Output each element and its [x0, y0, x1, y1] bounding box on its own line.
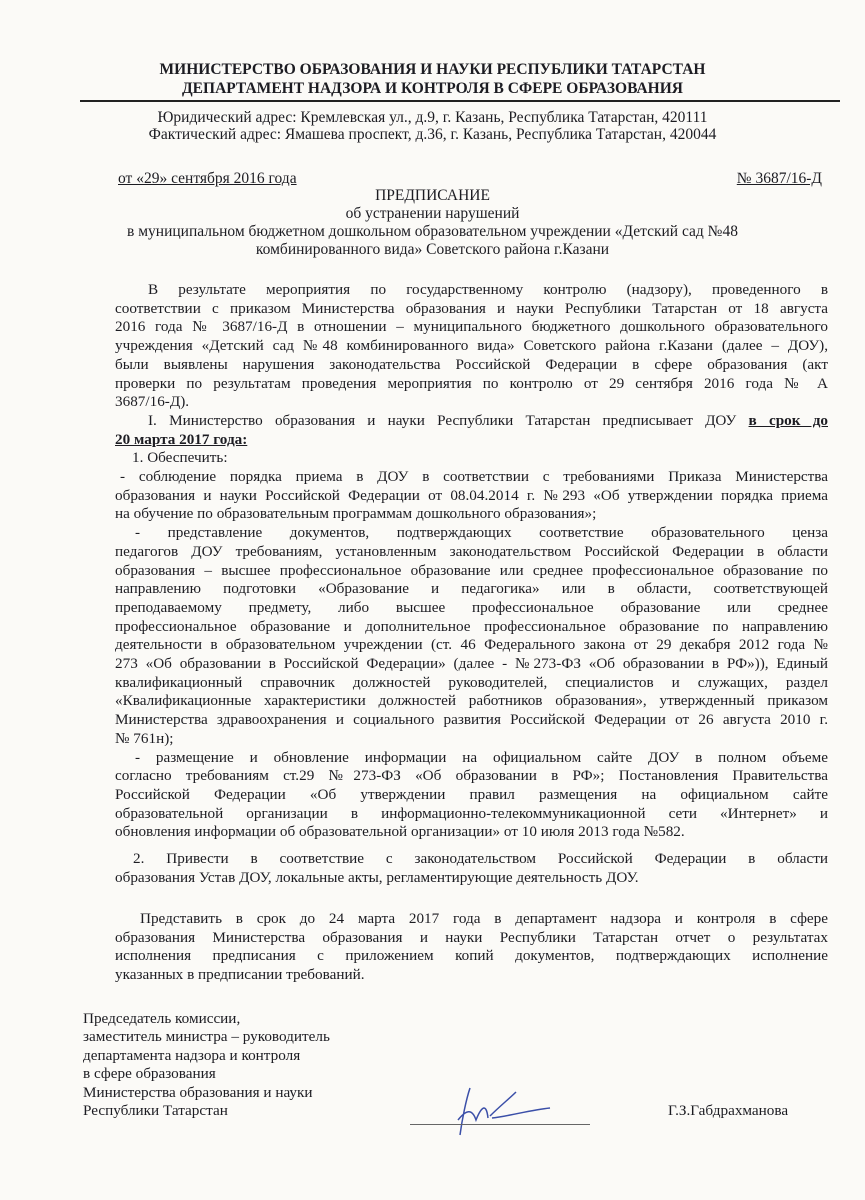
- prescription-paragraph: [115, 412, 828, 468]
- text-line: Министерства здравоохранения и социального развития Российской Федерации от 26 августа 2010 г.: [115, 711, 828, 729]
- ministry-name: МИНИСТЕРСТВО ОБРАЗОВАНИЯ И НАУКИ РЕСПУБЛИКИ ТАТАРСТАН: [159, 61, 706, 78]
- intro-paragraph: [115, 281, 828, 412]
- text-line: № 761н);: [115, 729, 174, 747]
- text-line: указанных в предписании требований.: [115, 966, 365, 984]
- text-line: Представить в срок до 24 марта 2017 года в департамент надзора и контроля в сфере: [140, 910, 828, 927]
- text-line: 273 «Об образовании в Российской Федерации» (далее - №273-ФЗ «Об образовании в РФ»)), Единый: [115, 655, 828, 673]
- text-line: «Квалификационные характеристики должностей работников образования», утвержденный приказом: [115, 692, 828, 710]
- text-line: обновления информации об образовательной организации» от 10 июля 2013 года №582.: [115, 823, 685, 841]
- header-divider: [80, 100, 840, 102]
- requirement-item: [115, 524, 828, 748]
- text-line: педагогов ДОУ требованиям, установленным законодательством Российской Федерации в области: [115, 542, 828, 560]
- text-line: исполнения предписания с приложением копий документов, подтверждающих исполнение: [115, 947, 828, 965]
- text-line: Российской Федерации «Об утверждении правил размещения на официальном сайте: [115, 785, 828, 803]
- prescription-text: I. Министерство образования и науки Республики Татарстан предписывает ДОУ: [148, 412, 737, 429]
- text-line: 2. Привести в соответствие с законодательством Российской Федерации в области: [133, 850, 828, 868]
- text-line: заместитель министра – руководитель: [83, 1028, 330, 1046]
- text-line: квалификационный справочник должностей руководителей, специалистов и служащих, раздел: [115, 673, 828, 691]
- text-line: профессиональное образование и дополнительное профессиональное образование по направлению: [115, 617, 828, 635]
- text-line: - представление документов, подтверждающих соответствие образовательного ценза: [135, 524, 828, 542]
- text-line: Республики Татарстан: [83, 1102, 228, 1120]
- subject-line-1: в муниципальном бюджетном дошкольном образовательном учреждении «Детский сад №48: [127, 223, 738, 240]
- deadline-part-1: в срок до: [748, 412, 828, 429]
- report-paragraph: [115, 910, 828, 985]
- text-line: департамента надзора и контроля: [83, 1046, 301, 1064]
- text-line: образования – высшее профессиональное образование или среднее профессиональное образование по: [115, 561, 828, 579]
- text-line: на обучение по образовательным программам дошкольного образования»;: [115, 505, 597, 523]
- text-line: направлению подготовки «Образование и педагогика» или в области, соответствующей: [115, 580, 828, 598]
- requirement-item: [115, 850, 828, 887]
- document-title: ПРЕДПИСАНИЕ: [375, 187, 490, 204]
- text-line: в сфере образования: [83, 1065, 216, 1083]
- deadline-part-2: 20 марта 2017 года:: [115, 430, 248, 448]
- text-line: Председатель комиссии,: [83, 1010, 241, 1027]
- text-line: деятельности в образовательном учреждении (ст. 46 Федерального закона от 29 декабря 2012 года №: [115, 636, 828, 654]
- text-line: образования и науки Российской Федерации от 08.04.2014 г. №293 «Об утверждении порядка приема: [115, 486, 828, 504]
- requirements-list: [115, 468, 828, 887]
- text-line: соответствии с приказом Министерства образования и науки Республики Татарстан от 18 августа: [115, 299, 828, 317]
- requirement-item: [115, 749, 828, 843]
- document-subtitle: об устранении нарушений: [345, 205, 520, 222]
- signature-line: [410, 1124, 590, 1125]
- requirement-item: [115, 468, 828, 524]
- document-number: № 3687/16-Д: [736, 170, 822, 187]
- text-line: 3687/16-Д).: [115, 393, 190, 411]
- text-line: Министерства образования и науки: [83, 1083, 313, 1101]
- text-line: 2016 года № 3687/16-Д в отношении – муниципального бюджетного дошкольного образовательного: [115, 318, 828, 336]
- text-line: преподаваемому предмету, либо высшее профессиональное образование или среднее: [115, 598, 828, 616]
- text-line: были выявлены нарушения законодательства Российской Федерации в сфере образования (акт: [115, 355, 828, 373]
- text-line: В результате мероприятия по государственному контролю (надзору), проведенного в: [148, 281, 828, 298]
- text-line: образовательной организации в информационно-телекоммуникационной сети «Интернет» и: [115, 804, 828, 822]
- text-line: - соблюдение порядка приема в ДОУ в соответствии с требованиями Приказа Министерства: [120, 468, 828, 485]
- handwritten-signature: [430, 1080, 570, 1140]
- legal-address: Юридический адрес: Кремлевская ул., д.9, г. Казань, Республика Татарстан, 420111: [157, 109, 708, 126]
- provide-heading: 1. Обеспечить:: [132, 449, 228, 467]
- signatory-title: [83, 1010, 330, 1120]
- actual-address: Фактический адрес: Ямашева проспект, д.36, г. Казань, Республика Татарстан, 420044: [148, 126, 717, 143]
- subject-line-2: комбинированного вида» Советского района г.Казани: [255, 241, 610, 258]
- text-line: согласно требованиям ст.29 №273-ФЗ «Об образовании в РФ»; Постановления Правительства: [115, 767, 828, 785]
- document-date: от «29» сентября 2016 года: [118, 170, 297, 187]
- text-line: - размещение и обновление информации на официальном сайте ДОУ в полном объеме: [135, 748, 828, 766]
- text-line: образования Устав ДОУ, локальные акты, регламентирующие деятельность ДОУ.: [115, 868, 639, 886]
- text-line: образования Министерства образования и науки Республики Татарстан отчет о результатах: [115, 928, 828, 946]
- text-line: учреждения «Детский сад №48 комбинированного вида» Советского района г.Казани (далее – ДОУ),: [115, 337, 828, 355]
- department-name: ДЕПАРТАМЕНТ НАДЗОРА И КОНТРОЛЯ В СФЕРЕ ОБРАЗОВАНИЯ: [182, 80, 683, 97]
- signatory-name: Г.З.Габдрахманова: [668, 1102, 789, 1119]
- text-line: проверки по результатам проведения мероприятия по контролю от 29 сентября 2016 года № А: [115, 374, 828, 392]
